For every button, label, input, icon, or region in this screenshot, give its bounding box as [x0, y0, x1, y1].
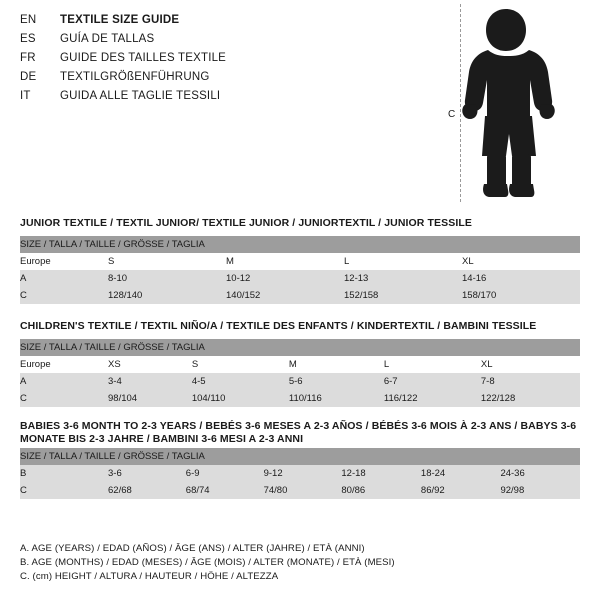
- cell: 18-24: [421, 465, 501, 482]
- section-title-babies: BABIES 3-6 MONTH TO 2-3 YEARS / BEBÉS 3-6 MESES A 2-3 AÑOS / BÉBÉS 3-6 MOIS À 2-3 ANS / BABYS 3-6 MONATE BIS 2-3 JAHRE / BAMBINI 3-6 MESI A 2-3 ANNI: [20, 420, 577, 445]
- table-header-row: [20, 339, 580, 356]
- table-header-label: SIZE / TALLA / TAILLE / GRÖSSE / TAGLIA: [20, 339, 580, 356]
- cell: 98/104: [108, 390, 192, 407]
- table-header-label: SIZE / TALLA / TAILLE / GRÖSSE / TAGLIA: [20, 236, 580, 253]
- column-header-europe: Europe: [20, 356, 108, 373]
- figure-area: [448, 4, 578, 204]
- column-header-m: M: [226, 253, 344, 270]
- cell: 128/140: [108, 287, 226, 304]
- language-title: TEXTILGRÖßENFÜHRUNG: [60, 71, 210, 83]
- cell: 140/152: [226, 287, 344, 304]
- table-row: [20, 287, 580, 304]
- row-label: B: [20, 465, 108, 482]
- cell: 110/116: [289, 390, 384, 407]
- column-header-xl: XL: [462, 253, 580, 270]
- cell: 7-8: [481, 373, 580, 390]
- language-row: [20, 52, 440, 70]
- row-label: A: [20, 270, 108, 287]
- section-title-children: CHILDREN'S TEXTILE / TEXTIL NIÑO/A / TEXTILE DES ENFANTS / KINDERTEXTIL / BAMBINI TESSILE: [20, 320, 537, 332]
- language-row: [20, 33, 440, 51]
- cell: 62/68: [108, 482, 186, 499]
- cell: 4-5: [192, 373, 289, 390]
- cell: 152/158: [344, 287, 462, 304]
- table-row: [20, 465, 580, 482]
- child-silhouette-icon: [448, 4, 578, 204]
- column-header-l: L: [344, 253, 462, 270]
- cell: 3-6: [108, 465, 186, 482]
- row-label: A: [20, 373, 108, 390]
- cell: 86/92: [421, 482, 501, 499]
- table-header-row: [20, 236, 580, 253]
- cell: 74/80: [264, 482, 342, 499]
- language-code: FR: [20, 52, 36, 64]
- language-title-block: [20, 14, 440, 109]
- language-row: [20, 71, 440, 89]
- cell: 10-12: [226, 270, 344, 287]
- cell: 122/128: [481, 390, 580, 407]
- table-row: [20, 253, 580, 270]
- cell: 80/86: [341, 482, 421, 499]
- cell: 68/74: [186, 482, 264, 499]
- cell: 92/98: [500, 482, 580, 499]
- table-header-row: [20, 448, 580, 465]
- section-title-junior: JUNIOR TEXTILE / TEXTIL JUNIOR/ TEXTILE JUNIOR / JUNIORTEXTIL / JUNIOR TESSILE: [20, 217, 472, 229]
- cell: 12-18: [341, 465, 421, 482]
- column-header-s: S: [108, 253, 226, 270]
- cell: 158/170: [462, 287, 580, 304]
- language-title: GUÍA DE TALLAS: [60, 33, 155, 45]
- table-babies: [20, 448, 580, 499]
- column-header-m: M: [289, 356, 384, 373]
- table-row: [20, 482, 580, 499]
- row-label: C: [20, 482, 108, 499]
- cell: 14-16: [462, 270, 580, 287]
- table-junior: [20, 236, 580, 304]
- row-label: C: [20, 287, 108, 304]
- language-code: ES: [20, 33, 36, 45]
- language-title: TEXTILE SIZE GUIDE: [60, 14, 180, 26]
- language-row: [20, 90, 440, 108]
- table-children: [20, 339, 580, 407]
- legend-block: [20, 542, 560, 584]
- language-code: DE: [20, 71, 37, 83]
- legend-line-c: C. (cm) HEIGHT / ALTURA / HAUTEUR / HÖHE / ALTEZZA: [20, 571, 279, 582]
- cell: 104/110: [192, 390, 289, 407]
- cell: 8-10: [108, 270, 226, 287]
- table-row: [20, 390, 580, 407]
- cell: 9-12: [264, 465, 342, 482]
- cell: 12-13: [344, 270, 462, 287]
- language-title: GUIDE DES TAILLES TEXTILE: [60, 52, 227, 64]
- legend-line-a: A. AGE (YEARS) / EDAD (AÑOS) / ÂGE (ANS) / ALTER (JAHRE) / ETÀ (ANNI): [20, 543, 365, 554]
- table-header-label: SIZE / TALLA / TAILLE / GRÖSSE / TAGLIA: [20, 448, 580, 465]
- table-row: [20, 373, 580, 390]
- language-code: EN: [20, 14, 37, 26]
- language-row: [20, 14, 440, 32]
- cell: 3-4: [108, 373, 192, 390]
- cell: 116/122: [384, 390, 481, 407]
- legend-line-b: B. AGE (MONTHS) / EDAD (MESES) / ÂGE (MOIS) / ALTER (MONATE) / ETÀ (MESI): [20, 557, 395, 568]
- cell: 5-6: [289, 373, 384, 390]
- column-header-europe: Europe: [20, 253, 108, 270]
- table-row: [20, 356, 580, 373]
- column-header-xs: XS: [108, 356, 192, 373]
- column-header-s: S: [192, 356, 289, 373]
- height-measure-line: [460, 4, 461, 202]
- table-row: [20, 270, 580, 287]
- column-header-l: L: [384, 356, 481, 373]
- measure-label-c: C: [448, 109, 456, 120]
- column-header-xl: XL: [481, 356, 580, 373]
- cell: 24-36: [500, 465, 580, 482]
- language-code: IT: [20, 90, 31, 102]
- cell: 6-7: [384, 373, 481, 390]
- cell: 6-9: [186, 465, 264, 482]
- language-title: GUIDA ALLE TAGLIE TESSILI: [60, 90, 221, 102]
- row-label: C: [20, 390, 108, 407]
